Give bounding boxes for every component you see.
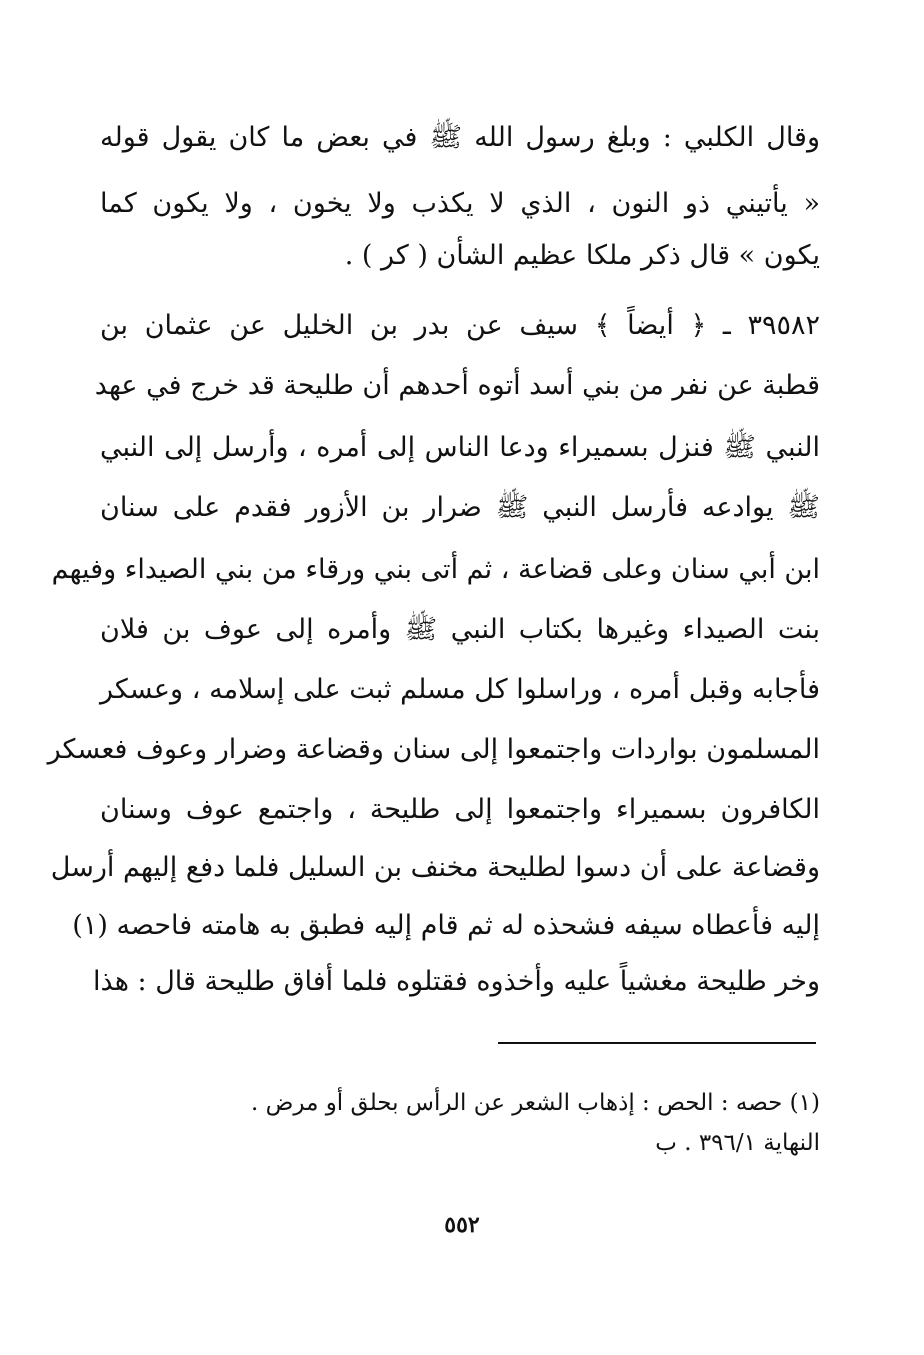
text-line: ﷺ يوادعه فأرسل النبي ﷺ ضرار بن الأزور فقدم على سنان	[100, 492, 820, 523]
text-line: بنت الصيداء وغيرها بكتاب النبي ﷺ وأمره إلى عوف بن فلان	[100, 614, 820, 645]
footnote-divider	[498, 1042, 816, 1044]
text-line: ابن أبي سنان وعلى قضاعة ، ثم أتى بني ورقاء من بني الصيداء وفيهم	[51, 554, 820, 585]
text-line: الكافرون بسميراء واجتمعوا إلى طليحة ، واجتمع عوف وسنان	[100, 794, 820, 825]
footnote-line: (١) حصه : الحص : إذهاب الشعر عن الرأس بحلق أو مرض .	[250, 1090, 820, 1116]
text-line: قطبة عن نفر من بني أسد أتوه أحدهم أن طليحة قد خرج في عهد	[94, 370, 820, 401]
text-line: « يأتيني ذو النون ، الذي لا يكذب ولا يخون ، ولا يكون كما	[100, 188, 820, 219]
hadith-number-line: ٣٩٥٨٢ ـ ﴿ أيضاً ﴾ سيف عن بدر بن الخليل عن عثمان بن	[100, 310, 820, 341]
text-line: المسلمون بواردات واجتمعوا إلى سنان وقضاعة وضرار وعوف فعسكر	[47, 734, 820, 765]
text-line: يكون » قال ذكر ملكا عظيم الشأن ( كر ) .	[344, 240, 820, 271]
text-line: النبي ﷺ فنزل بسميراء ودعا الناس إلى أمره ، وأرسل إلى النبي	[100, 432, 820, 463]
text-line: فأجابه وقبل أمره ، وراسلوا كل مسلم ثبت على إسلامه ، وعسكر	[100, 674, 820, 705]
text-line: وقضاعة على أن دسوا لطليحة مخنف بن السليل فلما دفع إليهم أرسل	[50, 852, 820, 883]
text-line: إليه فأعطاه سيفه فشحذه له ثم قام إليه فطبق به هامته فاحصه (١)	[72, 910, 820, 941]
page-number: ٥٥٢	[444, 1212, 480, 1238]
text-line: وخر طليحة مغشياً عليه وأخذوه فقتلوه فلما أفاق طليحة قال : هذا	[93, 966, 820, 997]
footnote-line: النهاية ٣٩٦/١ . ب	[655, 1130, 820, 1156]
text-line: وقال الكلبي : وبلغ رسول الله ﷺ في بعض ما كان يقول قوله	[100, 122, 820, 153]
